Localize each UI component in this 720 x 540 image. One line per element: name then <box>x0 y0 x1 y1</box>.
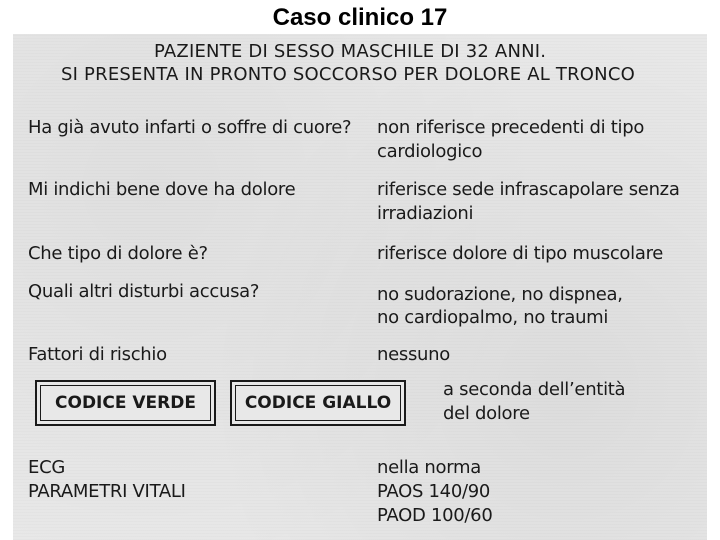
exam-label-vital-parameters: PARAMETRI VITALI <box>28 481 186 502</box>
header-line-1: PAZIENTE DI SESSO MASCHILE DI 32 ANNI. <box>154 41 547 62</box>
question-heart: Ha già avuto infarti o soffre di cuore? <box>28 117 352 138</box>
slide-title: Caso clinico 17 <box>272 4 448 31</box>
scanned-case-page <box>13 34 707 540</box>
yellow-code-label: CODICE GIALLO <box>244 393 392 413</box>
question-risk-factors: Fattori di rischio <box>28 344 167 365</box>
answer-pain-type: riferisce dolore di tipo muscolare <box>377 243 664 264</box>
question-other-symptoms: Quali altri disturbi accusa? <box>28 281 260 302</box>
question-pain-type: Che tipo di dolore è? <box>28 243 208 264</box>
code-note-line2: del dolore <box>443 403 530 424</box>
green-code-label: CODICE VERDE <box>55 393 196 413</box>
exam-value-ecg: nella norma <box>377 457 482 478</box>
green-code-box <box>35 380 216 426</box>
code-note-line1: a seconda dell’entità <box>443 379 626 400</box>
exam-value-diastolic: PAOD 100/60 <box>377 505 493 526</box>
answer-pain-location-line2: irradiazioni <box>377 203 474 224</box>
answer-risk-factors: nessuno <box>377 344 450 365</box>
exam-value-systolic: PAOS 140/90 <box>377 481 491 502</box>
answer-heart-line2: cardiologico <box>377 141 483 162</box>
yellow-code-box <box>230 380 406 426</box>
answer-pain-location-line1: riferisce sede infrascapolare senza <box>377 179 680 200</box>
question-pain-location: Mi indichi bene dove ha dolore <box>28 179 296 200</box>
exam-label-ecg: ECG <box>28 457 65 478</box>
header-line-2: SI PRESENTA IN PRONTO SOCCORSO PER DOLORE AL TRONCO <box>61 64 635 85</box>
answer-heart-line1: non riferisce precedenti di tipo <box>377 117 645 138</box>
answer-other-symptoms-line1: no sudorazione, no dispnea, <box>377 284 623 305</box>
answer-other-symptoms-line2: no cardiopalmo, no traumi <box>377 307 609 328</box>
